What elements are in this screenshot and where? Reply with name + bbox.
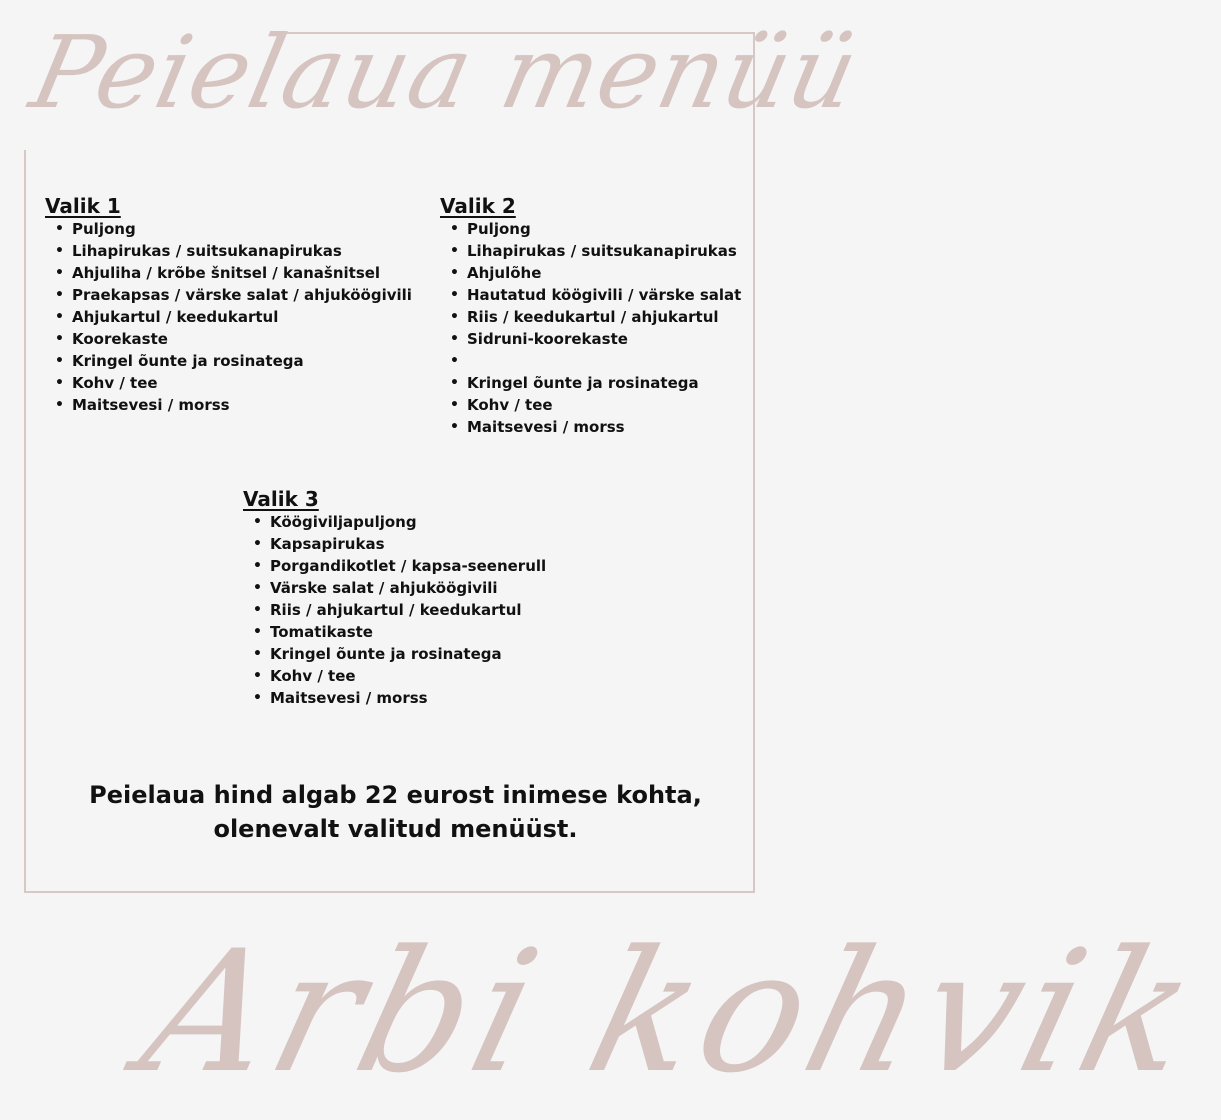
menu-item: • Köögiviljapuljong (270, 511, 546, 533)
menu-item: • Kringel õunte ja rosinatega (72, 350, 412, 372)
menu-item: • Maitsevesi / morss (270, 687, 546, 709)
menu-item: • Sidruni-koorekaste (467, 328, 741, 350)
menu-item: • Koorekaste (72, 328, 412, 350)
menu-item: • Ahjukartul / keedukartul (72, 306, 412, 328)
menu-item: • Kohv / tee (467, 394, 741, 416)
menu-item: • Praekapsas / värske salat / ahjuköögivili (72, 284, 412, 306)
menu-item: • Ahjuliha / krõbe šnitsel / kanašnitsel (72, 262, 412, 284)
page-frame (24, 32, 755, 893)
script-title: Peielaua menüü (21, 14, 869, 131)
menu-item: • Riis / ahjukartul / keedukartul (270, 599, 546, 621)
menu-valik-1 (45, 194, 412, 416)
menu-item: • Maitsevesi / morss (467, 416, 741, 438)
menu-item: • Lihapirukas / suitsukanapirukas (467, 240, 741, 262)
menu-item: • Ahjulõhe (467, 262, 741, 284)
menu-item: • Kohv / tee (72, 372, 412, 394)
menu-items (45, 218, 412, 416)
menu-item: • Puljong (467, 218, 741, 240)
menu-item: • Kringel õunte ja rosinatega (270, 643, 546, 665)
menu-title: Valik 3 (243, 487, 319, 511)
menu-item: • Porgandikotlet / kapsa-seenerull (270, 555, 546, 577)
menu-valik-3 (243, 487, 546, 709)
price-note: Peielaua hind algab 22 eurost inimese kohta, olenevalt valitud menüüst. (89, 781, 702, 843)
menu-item: • Riis / keedukartul / ahjukartul (467, 306, 741, 328)
menu-items (243, 511, 546, 709)
menu-item: • Kapsapirukas (270, 533, 546, 555)
menu-item: • Maitsevesi / morss (72, 394, 412, 416)
menu-item: • Kohv / tee (270, 665, 546, 687)
menu-item: • Tomatikaste (270, 621, 546, 643)
menu-item: • Puljong (72, 218, 412, 240)
menu-item (467, 350, 741, 372)
menu-item: • Värske salat / ahjuköögivili (270, 577, 546, 599)
script-brand: Arbi kohvik (125, 914, 1219, 1110)
menu-item: • Lihapirukas / suitsukanapirukas (72, 240, 412, 262)
menu-item: • Hautatud köögivili / värske salat (467, 284, 741, 306)
menu-title: Valik 2 (440, 194, 516, 218)
menu-items (440, 218, 741, 438)
menu-item: • Kringel õunte ja rosinatega (467, 372, 741, 394)
menu-valik-2 (440, 194, 741, 438)
menu-title: Valik 1 (45, 194, 121, 218)
